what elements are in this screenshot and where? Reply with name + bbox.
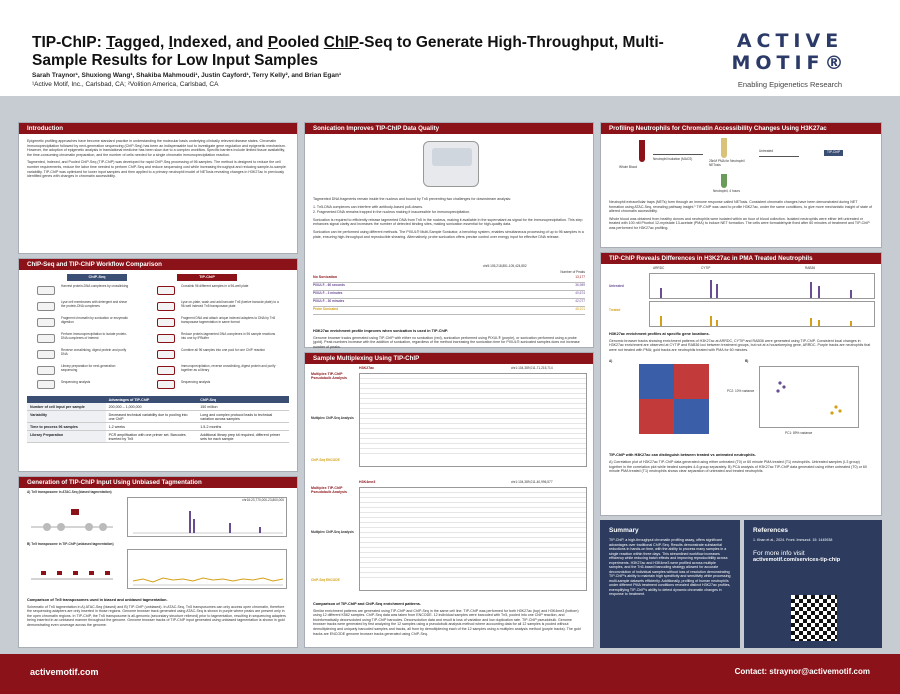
plot-label-b: B)	[745, 359, 749, 364]
affiliations: ¹Active Motif, Inc., Carlsbad, CA; ²Volition America, Carlsbad, CA	[32, 81, 219, 88]
sonication-panel	[304, 122, 594, 348]
table-header-row	[27, 396, 289, 403]
gene-label: CYTIP	[701, 266, 711, 270]
pma-heading: TIP-ChIP Reveals Differences in H3K27ac in PMA Treated Neutrophils	[601, 253, 881, 264]
table-cell: Variability	[27, 411, 106, 423]
footer	[0, 654, 900, 694]
sonicator-device	[423, 141, 479, 187]
multiplex-heading: Sample Multiplexing Using TIP-ChIP	[305, 353, 593, 364]
track-group-label: Multiplex ChIP-Seq Analysis	[311, 530, 354, 534]
row-label: Treated	[609, 308, 621, 312]
logo	[705, 30, 875, 89]
gene-label: ARRDC	[653, 266, 665, 270]
neutrophil-text-2: Whole blood was obtained from healthy donors and neutrophils were isolated within an hour of blood collection. Isolated neutrophils were either left untreated or treated with 100 nM Phorbol 12-myristate 13-acetate (PMA) to induce NET formation. The cells were formaldehyde fixed after 60 minutes of treatment and TIP-ChIP was performed for H3K27ac profiling.	[609, 216, 870, 230]
summary-text: TIP-ChIP, a high-throughput chromatin profiling assay, offers significant advantages over traditional ChIP-Seq. Results demonstrate substantial reductions in hands-on time, with the ability to process many samples in a single reaction within three days. This streamlined workflow increases efficiency while reducing batch effects and improving reproducibility across experiments. H3K27ac and H3K4me3 were profiled across multiple samples, and the Tn5-based barcoding strategy allowed for accurate deconvolution of individual samples without loss of resolution demonstrating TIP-ChIP's ability to maintain high specificity and sensitivity while processing multi-sample datasets efficiently. Additionally, profiling of human neutrophils under different PMA treatment conditions revealed distinct H3K27ac profiles, exemplifying TIP-ChIP's ability to detect dynamic chromatin changes in response to treatment.	[609, 538, 731, 596]
sonication-heading: Sonication Improves TIP-ChIP Data Quality	[305, 123, 593, 134]
col-chip-seq: ChIP-Seq	[67, 274, 127, 281]
sequencing-icon	[157, 380, 175, 389]
unbiased-schematic	[27, 549, 117, 589]
diagram-label: TIP-ChIP	[824, 150, 843, 156]
track-group-label: Multiplex TIP-ChIP Pseudobulk Analysis	[311, 486, 348, 494]
neutrophil-panel	[600, 122, 882, 248]
reference-item: 1. Khan et al., 2024. Front. Immunol. 15: 1445938	[753, 538, 833, 542]
pma-tracks	[609, 267, 873, 329]
track-group-label: ChIP-Seq ENCODE	[311, 578, 340, 582]
table-row	[27, 431, 289, 443]
references-heading: References	[753, 527, 789, 534]
track-name: No Sonication	[313, 275, 338, 279]
intro-paragraph-2: Tagmented, Indexed, and Pooled ChIP-Seq (TIP-ChIP) was developed for rapid ChIP-Seq processing of 96 samples. The method is designed to reduce the cell number requirements, reduce the labor time needed to perform ChIP-Seq and reduce sequencing cost while increasing throughput and reducing sample-to-sample variability. TIP-ChIP was optimized for lower input samples and then applied to a primary neutrophil model of NETosis revealing changes in H3K27ac in previously identified genes with changes in chromatin accessibility.	[27, 160, 286, 179]
chip-step: Sequencing analysis	[61, 380, 91, 384]
track-row	[313, 307, 585, 315]
library-icon	[37, 366, 55, 375]
pma-caption-2: TIP-ChIP with H3K27ac can distinguish between treated vs untreated neutrophils.	[609, 453, 756, 458]
track-name: PIXUL® - 3 minutes	[313, 291, 343, 295]
sonication-text: Genome browser tracks generated using TIP-ChIP with either no sonication (red), sonication performed using PIXUL® (purple), or sonication performed using a probe (gold). Peak numbers increase with the addition of sonication, regardless of the method increasing the sonication time for PIXUL®-sonicated samples does not increase number of peaks.	[313, 335, 580, 349]
table-cell: 150 million	[197, 403, 289, 411]
tagmentation-text: Schematic of Tn5 tagmentation in A) ATAC-Seq (biased) and B) TIP-ChIP (unbiased). In ATAC-Seq, Tn5 transposomes can only access open chromatin, therefore the sequencing adapters are only inserted in those regions. Genome browser track generated using ATAC-Seq is shown in purple where peaks are present only in the open chromatin regions. In TIP-ChIP, the Tn5 transposome is all-genomic (secondary structure relieved) prior to tagmentation, resulting in sequencing adapters being inserted in an unbiased manner throughout the genome. Genome browser tracks of TIP-ChIP input generated using unbiased tagmentation is shown in gold demonstrating even coverage across the genome.	[27, 604, 286, 627]
col-tip-chip: TIP-ChIP	[177, 274, 237, 281]
diagram-label: Neutrophil isolation (MACS)	[653, 157, 693, 161]
summary-heading: Summary	[609, 527, 639, 534]
plot-label-a: A)	[609, 359, 613, 364]
neutrophil-heading: Profiling Neutrophils for Chromatin Accessibility Changes Using H3K27ac	[601, 123, 881, 134]
pma-text-2: A) Correlation plot of H3K27ac TIP-ChIP data generated using either untreated (T0) or 60 minute PMA treated (T1) neutrophils. Untreated samples (I-3 group) together in the correlation plot while treated samples 4-6 group separately. B) PCA analysis of H3K27ac TIP-ChIP data generated using either untreated (T0) or 60 minute PMA treated (T1) neutrophils shows clear separation of untreated and treated neutrophils.	[609, 459, 867, 474]
atac-track	[127, 497, 287, 537]
sonication-li1: 1. Tn5-DNA complexes can interfere with antibody-based pull-downs.	[313, 204, 423, 209]
intro-paragraph-1: Epigenetic profiling approaches have become standard practice in understanding the molecular basis underlying clinically relevant disease states. Chromatin immunoprecipitation followed by next-generation sequencing (ChIP-Seq) has been an indispensable tool to investigate gene regulation and epigenetic mechanism. However, the adoption of epigenetic analysis in translational medicine has been slow due to a complex workflow. Specific barriers include limited tissue availability, the time-consuming chromatin preparation, and the number of cells needed for a single chromatin immunoprecipitation reaction.	[27, 139, 286, 157]
track-peaks: 48,101	[575, 307, 585, 311]
table-header: ChIP-Seq	[197, 396, 289, 403]
pool-icon	[157, 334, 175, 343]
arrow-icon	[759, 156, 799, 157]
multiplex-panel	[304, 352, 594, 648]
sonication-p3: Sonication can be performed using different methods. The PIXUL® Multi-Sample Sonicator, a benchtop system, enables simultaneous processing of up to 96 samples in a plate, ensuring high-throughput and reproducible shearing. Alternatively, probe sonication offers precise control over energy input for effective DNA release.	[313, 229, 584, 239]
track-peaks: 36,989	[575, 283, 585, 287]
tip-step: Fragment DNA and attach unique indexed adapters to DNA by Tn5 transposase tagmentation in same format	[181, 316, 276, 324]
axis-label: PC2: 10% variance	[727, 389, 755, 394]
multiplex-caption: Comparison of TIP-ChIP and ChIP-Seq enrichment patterns.	[313, 602, 421, 606]
track-peaks: 40,674	[575, 291, 585, 295]
ip-icon	[157, 366, 175, 375]
tip-coverage	[129, 551, 287, 589]
pma-caption-1: H3K27ac enrichment profiles at specific gene locations.	[609, 332, 710, 336]
neutrophil-diagram	[609, 136, 873, 198]
diagram-label: Untreated	[759, 149, 773, 153]
cell-icon	[37, 286, 55, 295]
table-cell: Number of cell input per sample	[27, 403, 106, 411]
sequencing-icon	[37, 380, 55, 389]
track-row	[313, 299, 585, 307]
tracks-h3k27ac	[359, 373, 587, 467]
intro-panel	[18, 122, 298, 254]
tip-step: Immunoprecipitation, reverse crosslinking, digest protein and purify together as a library	[181, 364, 276, 372]
tip-step: Combine all 96 samples into one pool for one ChIP reaction	[181, 348, 266, 352]
sonication-p1: Tagmented DNA fragments remain inside the nucleus and bound by Tn5 preventing two challenges for downstream analysis:	[313, 197, 512, 201]
authors: Sarah Traynor¹, Shuxiong Wang¹, Shakiba Mahmoudi¹, Justin Cayford¹, Terry Kelly², and Brian Egan¹	[32, 72, 342, 79]
chip-step: Reverse crosslinking, digest protein and purify DNA	[61, 348, 127, 356]
tagline: Enabling Epigenetics Research	[737, 80, 843, 89]
pma-plots	[609, 360, 873, 450]
track-peaks: 42,077	[575, 299, 585, 303]
chip-step: Harvest protein-DNA complexes by crosslinking	[61, 284, 129, 288]
treated-track	[649, 301, 875, 327]
tip-diagram	[27, 549, 117, 589]
nucleosome-schematic	[27, 497, 117, 537]
track-name: Probe Sonicated	[313, 307, 339, 311]
sonication-caption: H3K27ac enrichment profile improves when sonication is used in TIP-ChIP.	[313, 329, 448, 333]
atac-peaks	[129, 503, 287, 537]
mark-label: H3K4me3	[359, 480, 376, 484]
pma-panel	[600, 252, 882, 516]
table-cell: 1-2 weeks	[106, 423, 198, 431]
chip-step: Perform immunoprecipitation to isolate protein-DNA complexes of interest	[61, 332, 128, 340]
pca-plot	[759, 366, 859, 428]
more-info-url[interactable]: activemotif.com/services-tip-chip	[753, 557, 841, 563]
poster-title: TIP-ChIP: Tagged, Indexed, and Pooled ChIP-Seq to Generate High-Throughput, Multi-Sample Results for Low Input Samples	[32, 34, 664, 69]
intro-heading: Introduction	[19, 123, 297, 134]
tracks-h3k4me3	[359, 487, 587, 591]
references-panel	[744, 520, 882, 648]
axis-label: PC1: 89% variance	[785, 431, 813, 436]
table-cell: Time to process 96 samples	[27, 423, 106, 431]
table-row	[27, 411, 289, 423]
tip-step: Crosslink 96 different samples in a 96-well plate	[181, 284, 249, 288]
sonication-tracks	[313, 264, 585, 319]
untreated-peaks	[650, 274, 874, 298]
blood-tube-icon	[639, 140, 645, 162]
lysis-icon	[37, 302, 55, 311]
table-header	[27, 396, 106, 403]
track-row	[313, 275, 585, 283]
comparison-table	[27, 396, 289, 443]
tagmentation-caption: Comparison of Tn5 transposomes used in biased and unbiased tagmentation.	[27, 598, 168, 602]
diagram-label: Whole Blood	[619, 165, 638, 169]
track-group-label: Multiplex TIP-ChIP Pseudobulk Analysis	[311, 372, 348, 380]
gene-label: RAB36	[805, 266, 816, 270]
track-peaks: 13,177	[575, 275, 585, 279]
device-screen	[432, 148, 472, 166]
footer-site-link[interactable]: activemotif.com	[30, 667, 99, 677]
more-info-label: For more info visit	[753, 550, 805, 557]
treated-peaks	[650, 302, 874, 326]
neutrophil-tube-icon	[721, 138, 727, 158]
ip-icon	[37, 334, 55, 343]
summary-panel	[600, 520, 740, 648]
track-group-label: ChIP-Seq ENCODE	[311, 458, 340, 462]
purify-icon	[37, 350, 55, 359]
diagram-label: Neutrophil, 4 hours	[713, 189, 740, 193]
track-name: PIXUL® - 30 minutes	[313, 299, 345, 303]
workflow-diagram	[27, 274, 289, 392]
table-header: Advantages of TIP-ChIP	[106, 396, 198, 403]
table-row	[27, 423, 289, 431]
table-cell: 1.5-2 months	[197, 423, 289, 431]
arrow-icon	[653, 154, 703, 155]
tip-track	[127, 549, 287, 589]
chip-step: Lyse cell membranes with detergent and shear the protein-DNA complexes	[61, 300, 127, 308]
diagram-label: 25nM PMA for Neutrophil NETosis	[709, 159, 745, 167]
tube-icon	[157, 350, 175, 359]
row-label: Untreated	[609, 284, 624, 288]
sonication-coord: chr5:105,218,851-105,424,852	[483, 264, 527, 268]
plate-icon	[157, 302, 175, 311]
qr-code[interactable]	[791, 595, 837, 641]
track-coord: chr16:23,770,000-23,800,000	[242, 498, 284, 502]
sonication-p2: Sonication is required to efficiently release tagmented DNA from Tn5 in the nucleus, making it available in the supernatant as signal for the immunoprecipitation. This step enhances signal clarity and increases the number of detected binding sites, making sonication essential for high-quality data.	[313, 217, 583, 227]
peaks-label: Number of Peaks	[560, 270, 585, 274]
multiplex-figure	[311, 367, 587, 599]
table-cell: Additional library prep kit required, different primer sets for each sample	[197, 431, 289, 443]
chip-step: Fragment chromatin by sonication or enzymatic digestion	[61, 316, 128, 324]
track-row	[313, 283, 585, 291]
mark-label: H3K27ac	[359, 366, 375, 370]
track-group-label: Multiplex ChIP-Seq Analysis	[311, 416, 354, 420]
tip-step: Sequencing analysis	[181, 380, 211, 384]
plate-icon	[157, 286, 175, 295]
coord-label: chr1:104,389,011-40,996,577	[511, 480, 553, 484]
track-row	[313, 291, 585, 299]
track-name: PIXUL® - 60 seconds	[313, 283, 345, 287]
tn5-icon	[157, 318, 175, 327]
treated-tube-icon	[721, 174, 727, 188]
table-cell: Decreased technical variability due to pooling into one ChIP	[106, 411, 198, 423]
atac-diagram	[27, 497, 117, 537]
logo-text: ACTIVE MOTIF®	[731, 30, 849, 74]
coord-label: chr1:104,389,011-71,215,714	[511, 366, 553, 370]
tagmentation-heading: Generation of TIP-ChIP Input Using Unbiased Tagmentation	[19, 477, 297, 488]
tagmentation-panel	[18, 476, 298, 648]
pma-text-1: Genomic browser tracks showing enrichment patterns of H3K27ac at ARRDC, CYTIP and RAB36 were generated using TIP-ChIP. Consistent local changes in H3K27ac enrichment are observed at CYTIP and RAB36 loci between treatment groups, but not at a housekeeping gene, ARRDC. Purple tracks are neutrophils that were not treated with PMA; gold tracks are neutrophils treated with PMA for 60 minutes.	[609, 338, 871, 352]
multiplex-text: Similar enrichment patterns are generated using TIP-ChIP and ChIP-Seq in the same cell line. TIP-ChIP was performed for both H3K27ac (top) and H3K4me3 (bottom) using 12 different K562 samples. ChIP-Seq data was taken from ENCODE. 12 individual samples were barcoded with Tn5, pooled into one ChIP reaction, and bioinformatically deconvoluted using TIP-ChIP barcodes. Deconvolution data and result is loss of variation and low duplication rate. TIP-ChIP pseudobulk. Genome browser tracks were generated by first analyzing the 12 samples using a pseudobulk analysis method where accounting data for all 12 samples is pooled without demultiplexing and uniquely barcoded samples and tracks, all from by demultiplexing each of the 12 samples using a multiplex analysis method (purple tracks). The gold tracks are ENCODE genome browser tracks generated using ChIP-Seq.	[313, 608, 581, 636]
table-cell: Library Preparation	[27, 431, 106, 443]
diagram-label-b: B) Tn5 transposome in TIP-ChIP (unbiased tagmentation)	[27, 542, 114, 546]
workflow-panel	[18, 258, 298, 472]
pca-points	[760, 367, 858, 427]
table-cell: Long and complex protocol leads to technical variation across samples	[197, 411, 289, 423]
table-cell: PCR amplification with one primer set. Barcodes inserted by Tn5	[106, 431, 198, 443]
footer-contact[interactable]: Contact: straynor@activemotif.com	[734, 667, 870, 676]
tip-step: Reduce protein-tagmented DNA complexes in 96 sample reactions into one by IPBuffer	[181, 332, 276, 340]
neutrophil-text-1: Neutrophil extracellular traps (NETs) form through an immune response called NETosis. Consistent chromatin changes have been demonstrated during NET formation using ATAC-Seq, revealing pathway insight.¹ TIP-ChIP was used to profile H3K27ac, under the same conditions, to give more mechanistic insight of state of altered chromatin accessibility.	[609, 200, 873, 214]
correlation-heatmap	[639, 364, 709, 434]
untreated-track	[649, 273, 875, 299]
workflow-heading: ChIP-Seq and TIP-ChIP Workflow Comparison	[19, 259, 297, 270]
table-cell: 200,000 – 1,000,000	[106, 403, 198, 411]
tip-step: Lyse on-plate, wash and add barcode Tn5 (twelve barcode plate) to a 96-well indexed Tn5 transposase plate	[181, 300, 279, 308]
chip-step: Library preparation for next-generation sequencing	[61, 364, 116, 372]
sonication-li2: 2. Fragmented DNA remains trapped in the nucleus making it inaccessible for immunoprecipitation.	[313, 210, 471, 215]
fragment-icon	[37, 318, 55, 327]
poster-header	[0, 0, 900, 96]
diagram-label-a: A) Tn5 transposome in ATAC-Seq (biased tagmentation)	[27, 490, 112, 494]
table-row	[27, 403, 289, 411]
